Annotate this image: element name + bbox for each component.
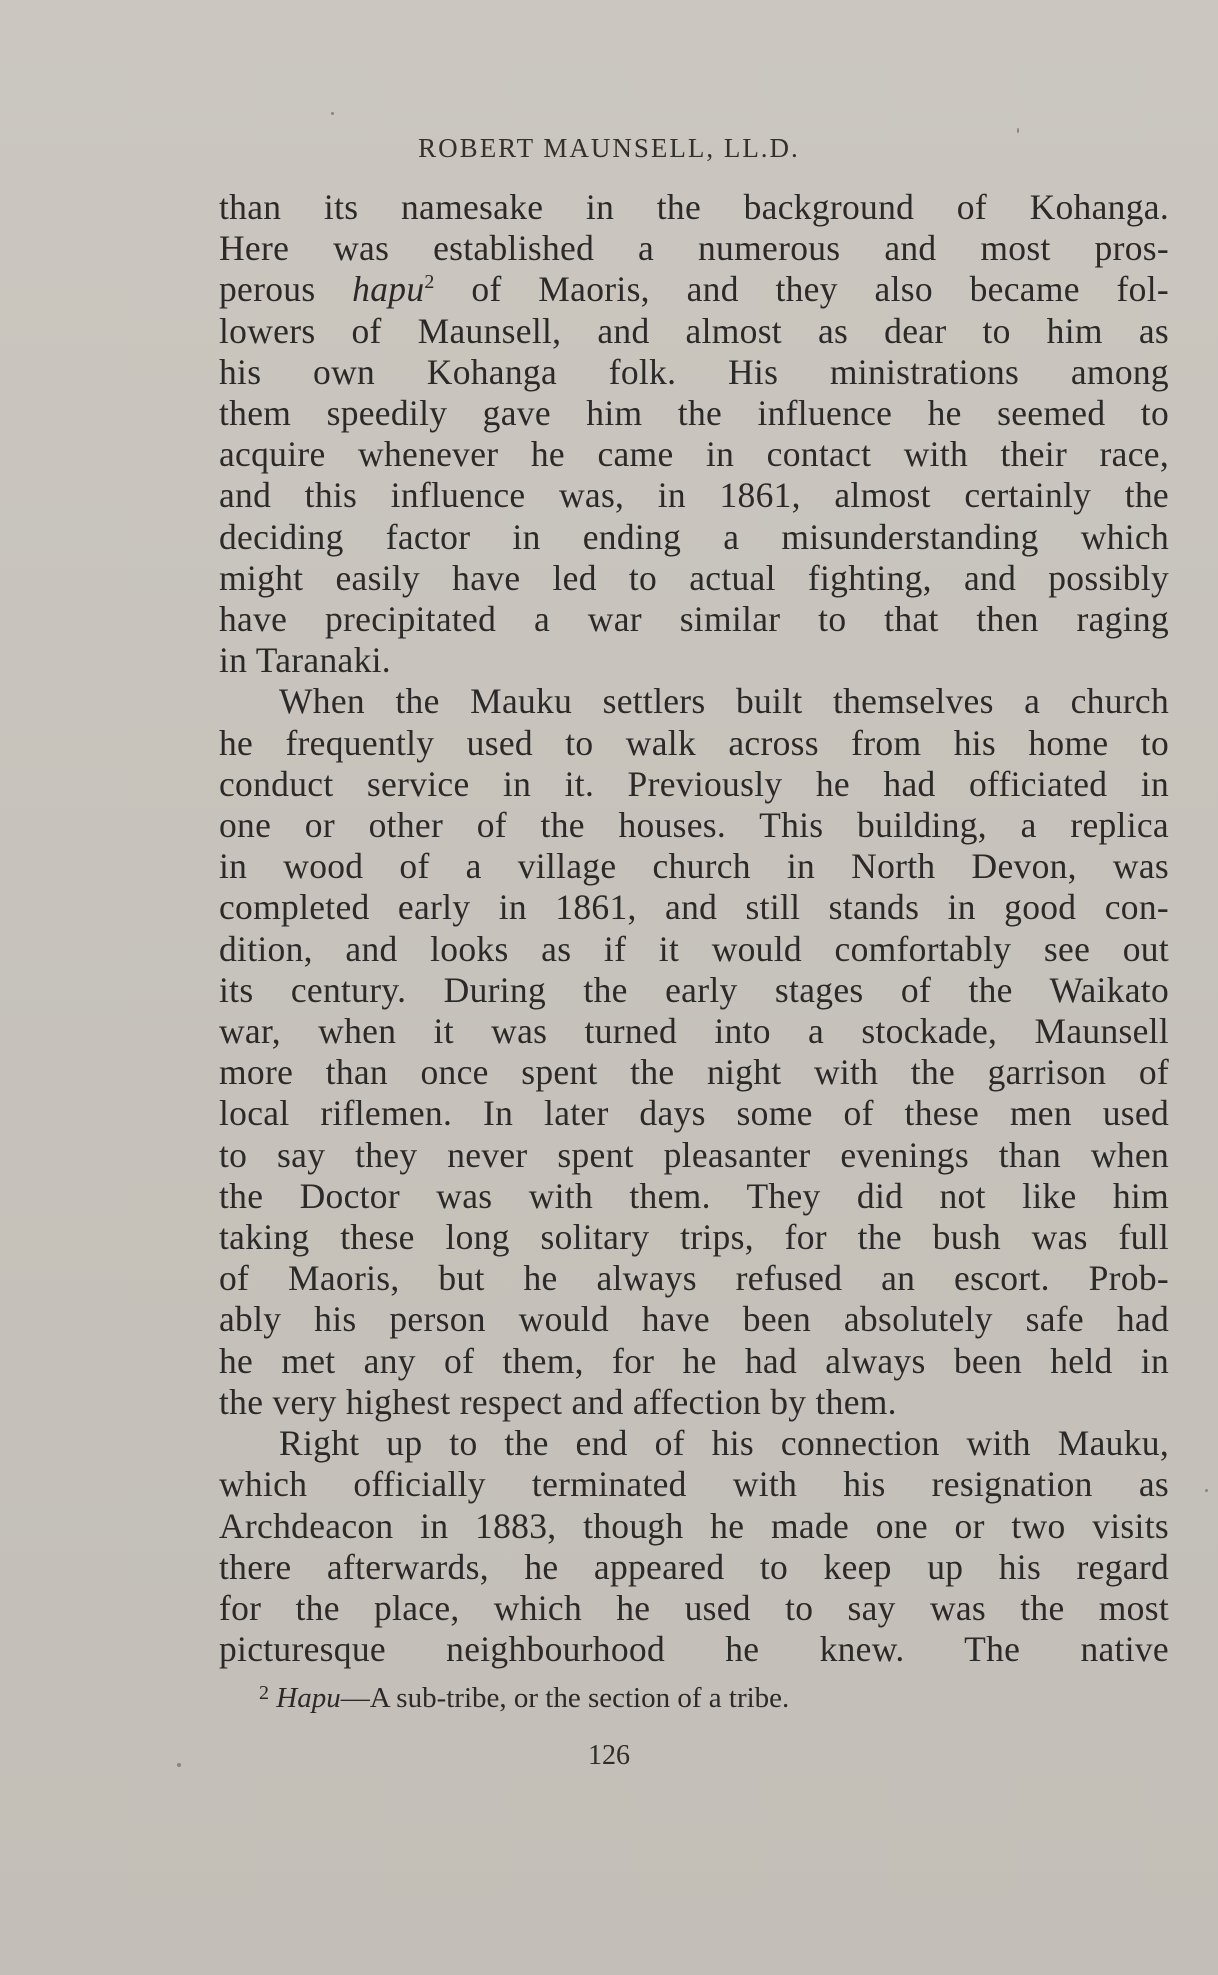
text-line: Here was established a numerous and most pros- — [219, 228, 1169, 269]
text-line: Right up to the end of his connection with Mauku, — [279, 1423, 1169, 1464]
text-line: in wood of a village church in North Devon, was — [219, 846, 1169, 887]
text-line: have precipitated a war similar to that then raging — [219, 599, 1169, 640]
text-line: more than once spent the night with the garrison of — [219, 1052, 1169, 1093]
text-line: which officially terminated with his resignation as — [219, 1464, 1169, 1505]
paragraph-1 — [219, 187, 1169, 681]
text-line: than its namesake in the background of Kohanga. — [219, 187, 1169, 227]
text-line: to say they never spent pleasanter evenings than when — [219, 1134, 1169, 1175]
text-line: the Doctor was with them. They did not like him — [219, 1175, 1169, 1216]
text-line: for the place, which he used to say was the most — [219, 1587, 1169, 1628]
paper-speck — [331, 112, 334, 115]
text-line: might easily have led to actual fighting, and possibly — [219, 557, 1169, 598]
text-line: war, when it was turned into a stockade, Maunsell — [219, 1011, 1169, 1052]
text-line: dition, and looks as if it would comfortably see out — [219, 928, 1169, 969]
text-segment: perous — [219, 269, 353, 310]
paragraph-3 — [219, 1423, 1169, 1670]
footnote-term: Hapu — [276, 1682, 341, 1714]
text-line: picturesque neighbourhood he knew. The native — [219, 1629, 1169, 1670]
body-text — [219, 187, 1169, 1670]
text-line: them speedily gave him the influence he seemed to — [219, 393, 1169, 434]
text-line: of Maoris, but he always refused an escort. Prob- — [219, 1258, 1169, 1299]
text-line: the very highest respect and affection by them. — [219, 1381, 897, 1422]
footnote-text: —A sub-tribe, or the section of a tribe. — [340, 1682, 790, 1714]
text-line: his own Kohanga folk. His ministrations among — [219, 351, 1169, 392]
text-line: one or other of the houses. This building, a replica — [219, 805, 1169, 846]
paper-speck — [1205, 1489, 1208, 1492]
text-line: ably his person would have been absolutely safe had — [219, 1299, 1169, 1340]
running-head: ROBERT MAUNSELL, LL.D. — [418, 133, 800, 163]
text-line: conduct service in it. Previously he had officiated in — [219, 763, 1169, 804]
text-segment: of Maoris, and they also became fol- — [434, 269, 1169, 310]
footnote-mark: 2 — [259, 1682, 269, 1704]
paragraph-2 — [219, 681, 1169, 1423]
text-line: Archdeacon in 1883, though he made one or two visits — [219, 1505, 1169, 1546]
text-line: in Taranaki. — [219, 640, 391, 681]
footnote-reference: 2 — [424, 271, 435, 294]
footnote — [259, 1682, 789, 1715]
text-line: he frequently used to walk across from his home to — [219, 722, 1169, 763]
page-number: 126 — [588, 1740, 630, 1771]
text-line: acquire whenever he came in contact with their race, — [219, 434, 1169, 475]
paper-speck — [1017, 128, 1019, 133]
text-line: local riflemen. In later days some of these men used — [219, 1093, 1169, 1134]
text-line: and this influence was, in 1861, almost certainly the — [219, 475, 1169, 516]
paper-speck — [177, 1763, 181, 1767]
hapu-term: hapu — [352, 269, 425, 310]
text-line: taking these long solitary trips, for the bush was full — [219, 1217, 1169, 1258]
text-line — [219, 269, 1169, 310]
text-line: When the Mauku settlers built themselves a church — [279, 681, 1169, 722]
text-line: completed early in 1861, and still stands in good con- — [219, 887, 1169, 928]
text-line: lowers of Maunsell, and almost as dear to him as — [219, 310, 1169, 351]
text-line: deciding factor in ending a misunderstanding which — [219, 516, 1169, 557]
text-line: he met any of them, for he had always been held in — [219, 1340, 1169, 1381]
text-line: there afterwards, he appeared to keep up his regard — [219, 1546, 1169, 1587]
text-line: its century. During the early stages of the Waikato — [219, 969, 1169, 1010]
